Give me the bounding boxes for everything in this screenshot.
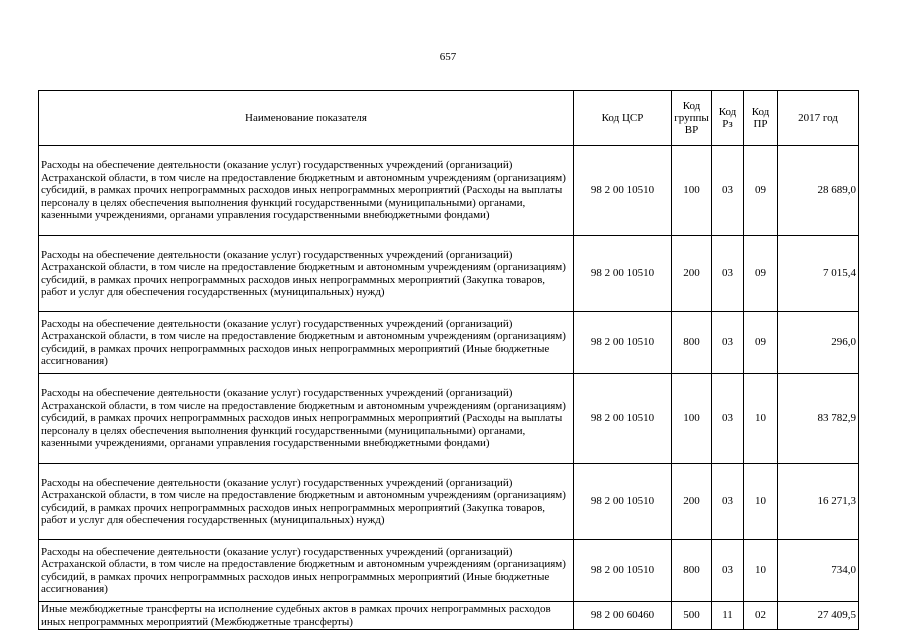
row-vr: 800 [672,540,712,602]
row-pr: 10 [744,540,778,602]
table-header-row [39,91,859,146]
row-name: Иные межбюджетные трансферты на исполнение судебных актов в рамках прочих непрограммных расходов иных непрограммных мероприятий (Межбюджетные трансферты) [39,602,574,630]
row-name: Расходы на обеспечение деятельности (оказание услуг) государственных учреждений (организаций) Астраханской области, в том числе на предоставление бюджетным и автономным учреждениям (организациям) субсидий, в рамках прочих непрограммных расходов иных непрограммных мероприятий (Расходы на выплаты персоналу в целях обеспечения выполнения функций государственными (муниципальными) органами, казенными учреждениями, органами управления государственными внебюджетными фондами) [39,374,574,464]
row-pr: 10 [744,374,778,464]
row-value: 28 689,0 [778,146,859,236]
row-rz: 11 [712,602,744,630]
page-number: 657 [439,51,457,63]
row-csr: 98 2 00 10510 [574,236,672,312]
row-vr: 800 [672,312,712,374]
table-row [39,602,859,630]
row-rz: 03 [712,374,744,464]
row-vr: 100 [672,374,712,464]
row-vr: 200 [672,464,712,540]
row-csr: 98 2 00 10510 [574,540,672,602]
row-csr: 98 2 00 10510 [574,464,672,540]
row-rz: 03 [712,236,744,312]
row-name: Расходы на обеспечение деятельности (оказание услуг) государственных учреждений (организаций) Астраханской области, в том числе на предоставление бюджетным и автономным учреждениям (организациям) субсидий, в рамках прочих непрограммных расходов иных непрограммных мероприятий (Расходы на выплаты персоналу в целях обеспечения выполнения функций государственными (муниципальными) органами, казенными учреждениями, органами управления государственными внебюджетными фондами) [39,146,574,236]
row-name: Расходы на обеспечение деятельности (оказание услуг) государственных учреждений (организаций) Астраханской области, в том числе на предоставление бюджетным и автономным учреждениям (организациям) субсидий, в рамках прочих непрограммных расходов иных непрограммных мероприятий (Иные бюджетные ассигнования) [39,312,574,374]
row-csr: 98 2 00 10510 [574,312,672,374]
table-row [39,464,859,540]
row-pr: 09 [744,236,778,312]
table-row [39,146,859,236]
row-name: Расходы на обеспечение деятельности (оказание услуг) государственных учреждений (организаций) Астраханской области, в том числе на предоставление бюджетным и автономным учреждениям (организациям) субсидий, в рамках прочих непрограммных расходов иных непрограммных мероприятий (Иные бюджетные ассигнования) [39,540,574,602]
row-vr: 500 [672,602,712,630]
row-pr: 10 [744,464,778,540]
header-year: 2017 год [778,91,859,146]
budget-table [38,90,859,630]
header-pr: Код ПР [744,91,778,146]
row-csr: 98 2 00 10510 [574,374,672,464]
row-value: 734,0 [778,540,859,602]
header-rz: Код Рз [712,91,744,146]
row-vr: 100 [672,146,712,236]
row-pr: 09 [744,146,778,236]
row-value: 83 782,9 [778,374,859,464]
row-value: 27 409,5 [778,602,859,630]
row-rz: 03 [712,312,744,374]
row-name: Расходы на обеспечение деятельности (оказание услуг) государственных учреждений (организаций) Астраханской области, в том числе на предоставление бюджетным и автономным учреждениям (организациям) субсидий, в рамках прочих непрограммных расходов иных непрограммных мероприятий (Закупка товаров, работ и услуг для обеспечения государственных (муниципальных) нужд) [39,464,574,540]
header-csr: Код ЦСР [574,91,672,146]
header-vr: Код группы ВР [672,91,712,146]
row-pr: 02 [744,602,778,630]
row-rz: 03 [712,464,744,540]
row-rz: 03 [712,146,744,236]
table-row [39,374,859,464]
row-name: Расходы на обеспечение деятельности (оказание услуг) государственных учреждений (организаций) Астраханской области, в том числе на предоставление бюджетным и автономным учреждениям (организациям) субсидий, в рамках прочих непрограммных расходов иных непрограммных мероприятий (Закупка товаров, работ и услуг для обеспечения государственных (муниципальных) нужд) [39,236,574,312]
row-vr: 200 [672,236,712,312]
table-row [39,312,859,374]
row-csr: 98 2 00 60460 [574,602,672,630]
row-value: 7 015,4 [778,236,859,312]
header-name: Наименование показателя [39,91,574,146]
row-rz: 03 [712,540,744,602]
row-pr: 09 [744,312,778,374]
table-row [39,236,859,312]
table-row [39,540,859,602]
row-csr: 98 2 00 10510 [574,146,672,236]
row-value: 296,0 [778,312,859,374]
row-value: 16 271,3 [778,464,859,540]
